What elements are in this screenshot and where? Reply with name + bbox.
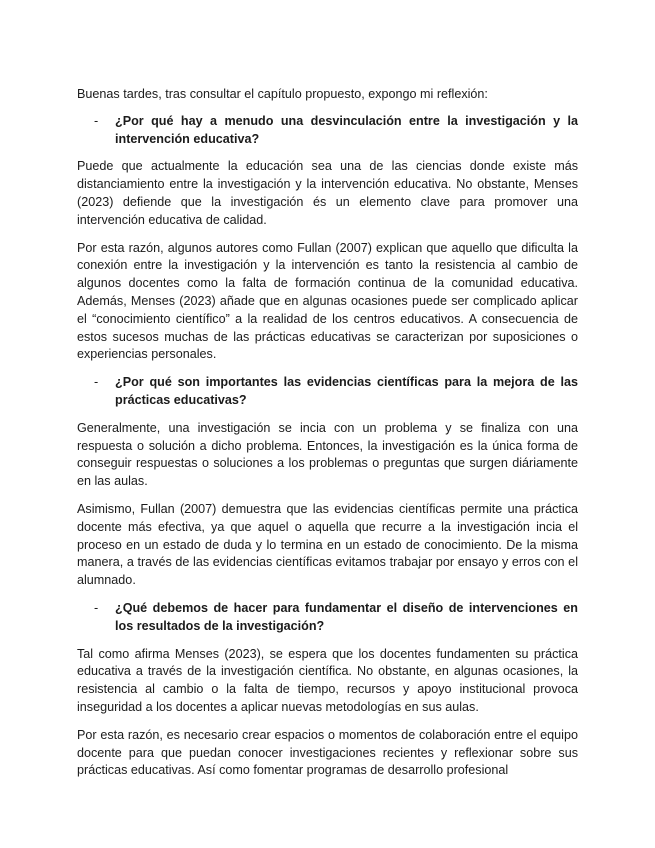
paragraph-3-1: Tal como afirma Menses (2023), se espera que los docentes fundamenten su práctica educativa a través de la investigación científica. No obstante, en algunas ocasiones, la resistencia al cambio o la falta de tiempo, recursos y apoyo institucional provoca inseguridad a los docentes a aplicar nuevas metodologías en sus aulas. [77,646,578,714]
question-1-text: ¿Por qué hay a menudo una desvinculación entre la investigación y la intervención educativa? [115,113,578,146]
paragraph-2-2: Asimismo, Fullan (2007) demuestra que las evidencias científicas permite una práctica docente más efectiva, ya que aquel o aquella que recurre a la investigación incia el proceso en un estado de duda y lo termina en un estado de conocimiento. De la misma manera, a través de las evidencias científicas evitamos trabajar por ensayo y erros con el alumnado. [77,501,578,588]
document-body [77,86,578,790]
question-2-text: ¿Por qué son importantes las evidencias científicas para la mejora de las prácticas educativas? [115,375,578,407]
paragraph-1-2: Por esta razón, algunos autores como Fullan (2007) explican que aquello que dificulta la conexión entre la investigación y la intervención es tanto la resistencia al cambio de algunos docentes como la falta de formación continua de la comunidad educativa. Además, Menses (2023) añade que en algunas ocasiones puede ser complicado aplicar el “conocimiento científico” a la realidad de los centros educativos. A consecuencia de estos sucesos muchas de las prácticas educativas se caracterizan por suposiciones o experiencias personales. [77,240,578,362]
question-3 [77,600,578,636]
question-2 [77,374,578,410]
intro-paragraph: Buenas tardes, tras consultar el capítulo propuesto, expongo mi reflexión: [77,87,488,101]
paragraph-1-1: Puede que actualmente la educación sea una de las ciencias donde existe más distanciamiento entre la investigación y la intervención educativa. No obstante, Menses (2023) defiende que la investigación és un elemento clave para promover una intervención educativa de calidad. [77,159,578,227]
bullet-dash: - [94,375,99,390]
bullet-dash: - [94,600,99,615]
paragraph-2-1: Generalmente, una investigación se incia con un problema y se finaliza con una respuesta o solución a dicho problema. Entonces, la investigación es la única forma de conseguir respuestas o soluciones a los problemas o preguntas que surgen diáriamente en las aulas. [77,420,578,489]
bullet-dash: - [94,113,99,128]
question-1 [77,113,578,149]
paragraph-3-2: Por esta razón, es necesario crear espacios o momentos de colaboración entre el equipo docente para que puedan conocer investigaciones recientes y reflexionar sobre sus prácticas educativas. Así como fomentar programas de desarrollo profesional [77,727,578,778]
question-3-text: ¿Qué debemos de hacer para fundamentar el diseño de intervenciones en los resultados de la investigación? [115,600,578,633]
